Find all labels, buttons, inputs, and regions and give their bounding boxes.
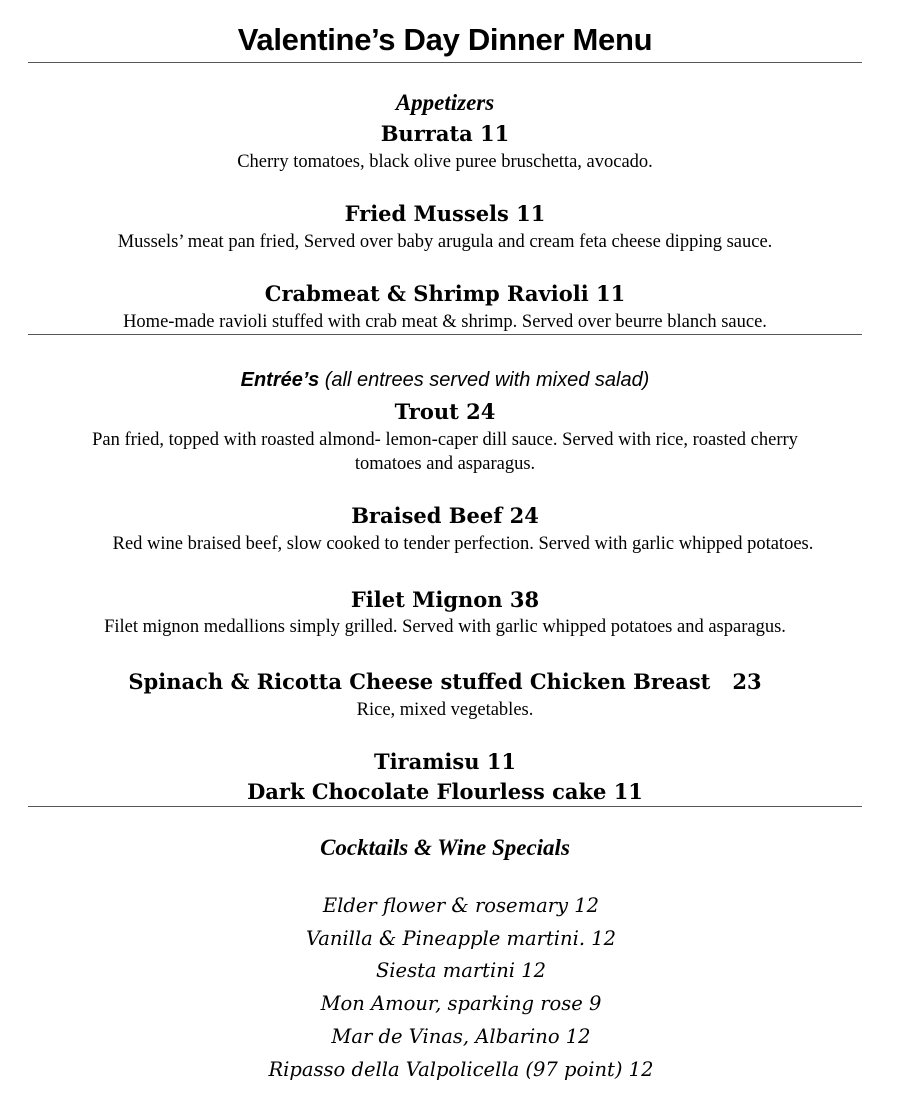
item-name-filet-mignon: Filet Mignon 38 (350, 587, 540, 612)
divider (28, 62, 862, 63)
drink-item: Mon Amour, sparking rose 9 (320, 992, 602, 1015)
chicken-breast-name: Spinach & Ricotta Cheese stuffed Chicken Breast (128, 669, 711, 694)
divider (28, 806, 862, 807)
drinks-heading: Cocktails & Wine Specials (320, 835, 570, 860)
entrees-heading (0, 369, 890, 392)
drink-item: Siesta martini 12 (375, 959, 547, 982)
item-desc-fried-mussels: Mussels’ meat pan fried, Served over baby arugula and cream feta cheese dipping sauce. (117, 232, 773, 252)
item-name-braised-beef: Braised Beef 24 (351, 503, 539, 528)
item-name-ravioli: Crabmeat & Shrimp Ravioli 11 (264, 281, 626, 306)
item-desc-braised-beef: Red wine braised beef, slow cooked to tender perfection. Served with garlic whipped potatoes. (112, 534, 814, 554)
item-desc-filet-mignon: Filet mignon medallions simply grilled. Served with garlic whipped potatoes and asparagus. (104, 617, 786, 637)
divider (28, 334, 862, 335)
drink-item: Ripasso della Valpolicella (97 point) 12 (268, 1058, 654, 1081)
drink-item: Vanilla & Pineapple martini. 12 (305, 927, 617, 950)
dessert-chocolate-cake: Dark Chocolate Flourless cake 11 (247, 779, 643, 804)
item-name-burrata: Burrata 11 (380, 121, 510, 146)
item-desc-trout-line2: tomatoes and asparagus. (354, 454, 536, 474)
entrees-title: Entrée’s (240, 369, 320, 391)
dessert-tiramisu: Tiramisu 11 (373, 749, 517, 774)
item-desc-trout-line1: Pan fried, topped with roasted almond- lemon-caper dill sauce. Served with rice, roasted cherry (92, 430, 798, 450)
item-name-trout: Trout 24 (394, 399, 496, 424)
item-name-chicken-breast (0, 669, 890, 694)
menu-title: Valentine’s Day Dinner Menu (237, 22, 653, 57)
item-desc-chicken-breast: Rice, mixed vegetables. (356, 700, 534, 720)
chicken-breast-price: 23 (732, 669, 762, 694)
item-desc-ravioli: Home-made ravioli stuffed with crab meat & shrimp. Served over beurre blanch sauce. (123, 312, 767, 332)
appetizers-heading: Appetizers (395, 90, 495, 115)
item-desc-burrata: Cherry tomatoes, black olive puree bruschetta, avocado. (237, 152, 653, 172)
drink-item: Mar de Vinas, Albarino 12 (331, 1025, 591, 1048)
drink-item: Elder flower & rosemary 12 (322, 894, 600, 917)
item-name-fried-mussels: Fried Mussels 11 (344, 201, 546, 226)
entrees-note: (all entrees served with mixed salad) (324, 369, 650, 391)
